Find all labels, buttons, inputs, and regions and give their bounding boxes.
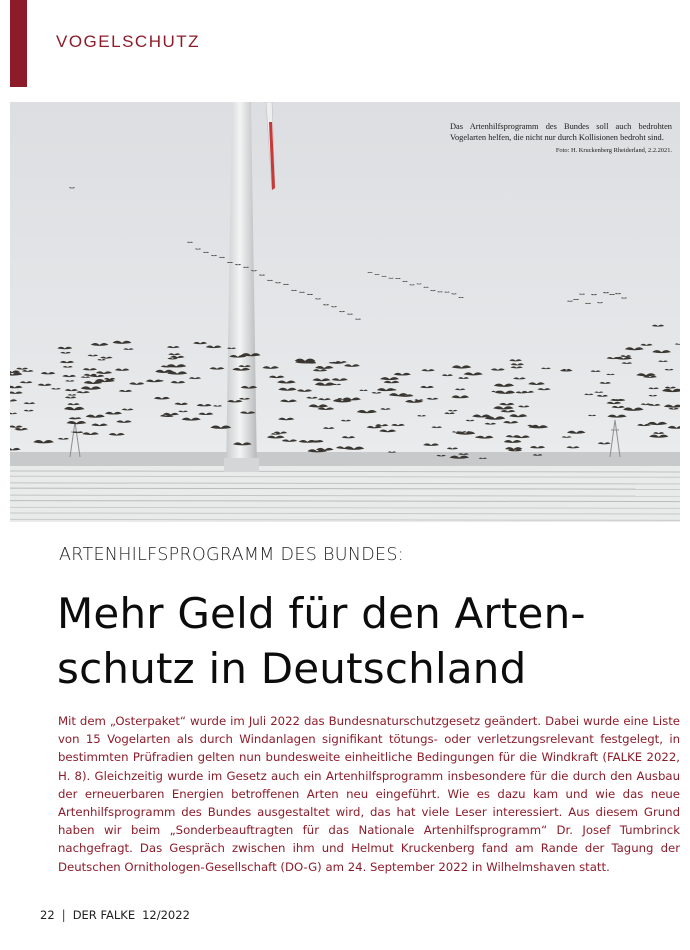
article-photo [10,102,680,522]
article-headline [57,586,677,696]
caption-text: Das Artenhilfsprogramm des Bundes soll auch bedrohten Vogelarten helfen, die nicht nur durch Kollisionen bedroht sind. [450,122,672,142]
article-lead: Mit dem „Osterpaket“ wurde im Juli 2022 das Bundesnaturschutzgesetz geändert. Dabei wurde eine Liste von 15 Vogelarten als durch Windanlagen signifikant tötungs- oder verletzungsrelevant festgelegt, in bestimmten Prüfradien gelten nun bundesweite einheitliche Bedingungen für die Windkraft (FALKE 2022, H. 8). Gleichzeitig wurde im Gesetz auch ein Artenhilfsprogramm insbesondere für die durch den Ausbau der erneuerbaren Energien betroffenen Arten neu eingeführt. Wie es dazu kam und wie das neue Artenhilfsprogramm des Bundes ausgestaltet wird, das hat viele Leser interessiert. Aus diesem Grund haben wir beim „Sonderbeauftragten für das Nationale Artenhilfsprogramm“ Dr. Josef Tumbrinck nachgefragt. Das Gespräch zwischen ihm und Helmut Kruckenberg fand am Rande der Tagung der Deutschen Ornithologen-Gesellschaft (DO-G) am 24. September 2022 in Wilhelmshaven statt. [58,714,680,874]
photo-credit: Foto: H. Kruckenberg Rheiderland, 2.2.2021. [555,147,672,154]
section-label: VOGELSCHUTZ [56,32,201,51]
headline-line-1: Mehr Geld für den Arten- [57,589,586,638]
magazine-name: DER FALKE [72,908,136,922]
article-kicker: ARTENHILFSPROGRAMM DES BUNDES: [59,545,404,565]
wind-turbine-geese-photo [10,102,680,522]
page-footer [40,908,190,922]
section-color-bar [10,0,27,87]
photo-caption [450,121,672,156]
footer-separator: | [61,908,66,922]
issue-number: 12/2022 [142,908,190,922]
headline-line-2: schutz in Deutschland [57,644,527,693]
page-number: 22 [40,908,55,922]
